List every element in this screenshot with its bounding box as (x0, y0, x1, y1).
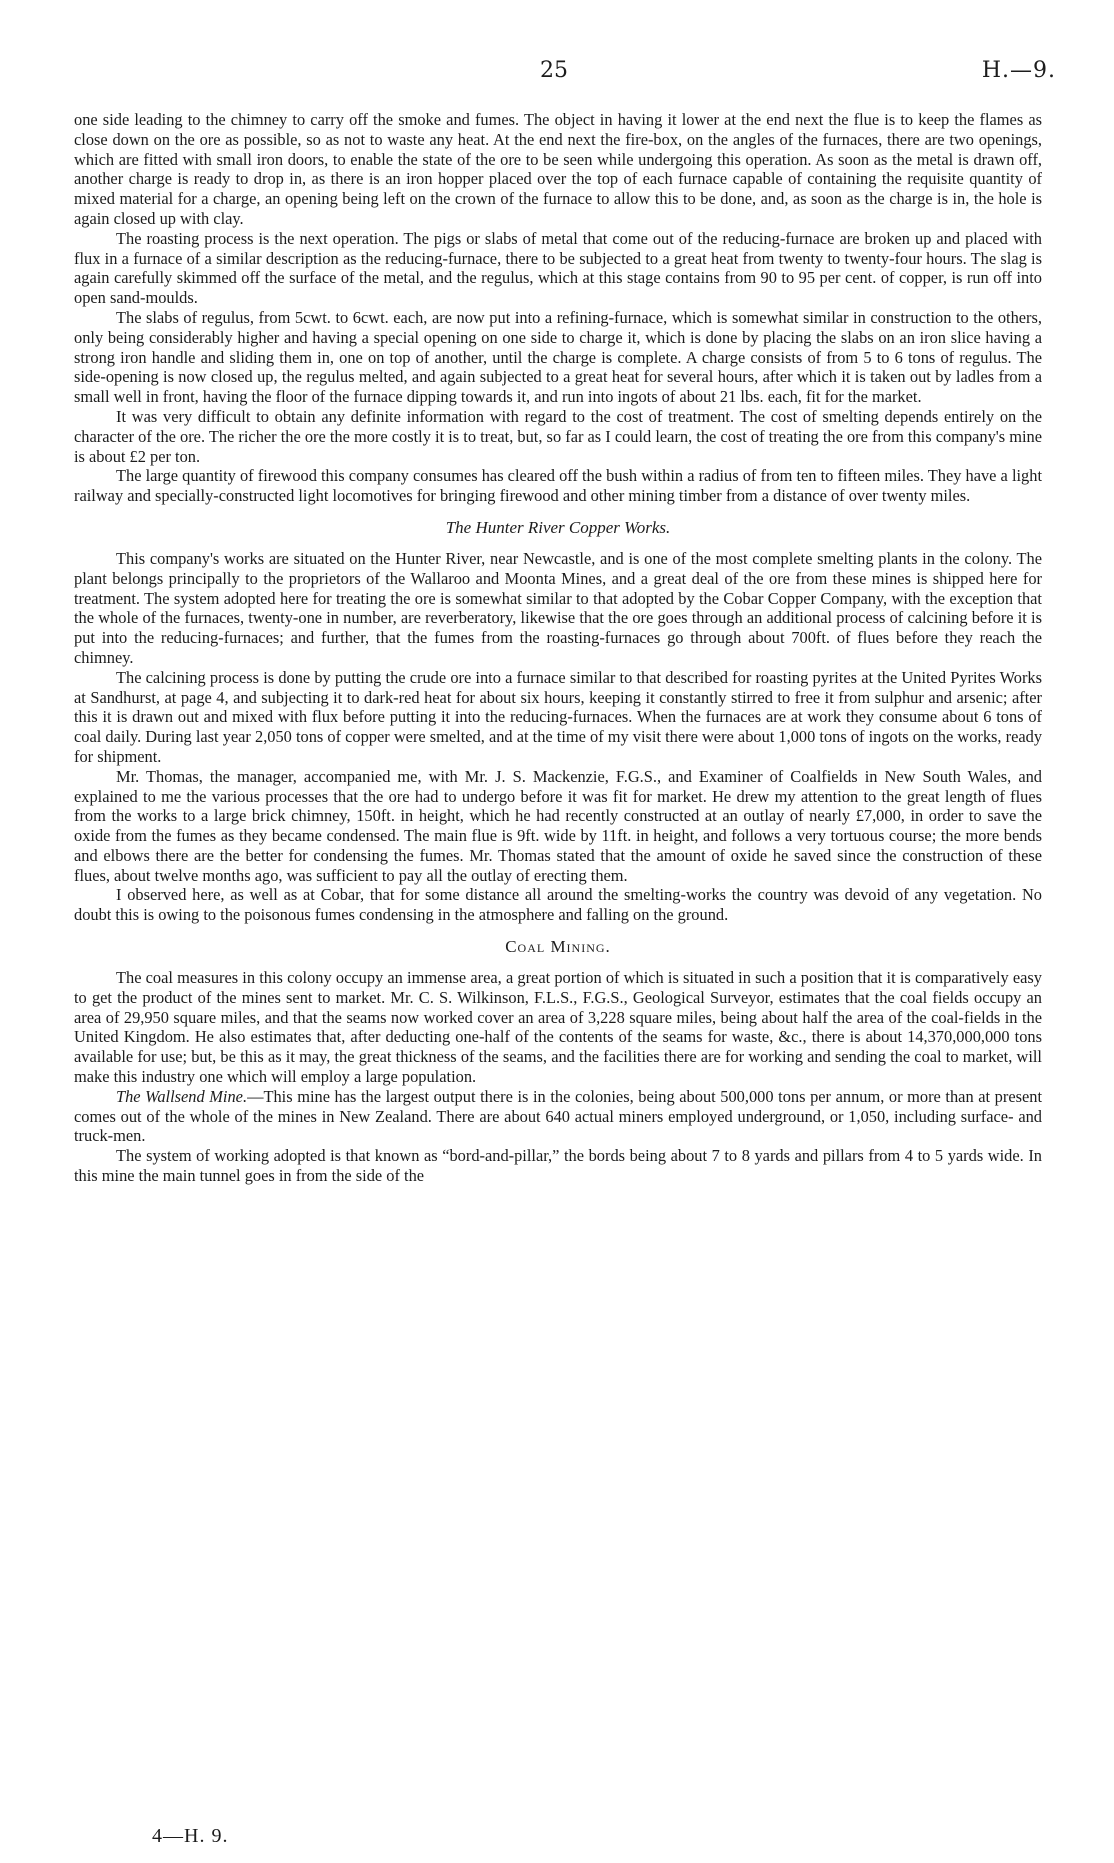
paragraph: I observed here, as well as at Cobar, that for some distance all around the smelting-works the country was devoid of any vegetation. No doubt this is owing to the poisonous fumes condensing in the atmosphere and falling on the ground. (74, 885, 1042, 925)
page-header (0, 58, 1114, 92)
paragraph: The coal measures in this colony occupy an immense area, a great portion of which is situated in such a position that it is comparatively easy to get the product of the mines sent to market. Mr. C. S. Wilkinson, F.L.S., F.G.S., Geological Surveyor, estimates that the coal fields occupy an area of 29,950 square miles, and that the seams now worked cover an area of 3,228 square miles, being about half the area of the coal-fields in the United Kingdom. He also estimates that, after deducting one-half of the contents of the seams for waste, &c., there is about 14,370,000,000 tons available for use; but, be this as it may, the great thickness of the seams, and the facilities there are for working and sending the coal to market, will make this industry one which will employ a large population. (74, 968, 1042, 1087)
page-body (74, 110, 1042, 1186)
paragraph: The slabs of regulus, from 5cwt. to 6cwt. each, are now put into a refining-furnace, which is somewhat similar in construction to the others, only being considerably higher and having a special opening on one side to charge it, which is done by placing the slabs on an iron slice having a strong iron handle and sliding them in, one on top of another, until the charge is complete. A charge consists of from 5 to 6 tons of regulus. The side-opening is now closed up, the regulus melted, and again subjected to a great heat for several hours, after which it is taken out by ladles from a small well in front, having the floor of the furnace dipping towards it, and run into ingots of about 21 lbs. each, fit for the market. (74, 307, 1042, 407)
paragraph: The system of working adopted is that known as “bord-and-pillar,” the bords being about 7 to 8 yards and pillars from 4 to 5 yards wide. In this mine the main tunnel goes in from the side of the (74, 1146, 1042, 1186)
wallsend-text: —This mine has the largest output there is in the colonies, being about 500,000 tons per annum, or more than at present comes out of the whole of the mines in New Zealand. There are about 640 actual miners employed underground, or 1,050, including surface- and truck-men. (74, 1086, 1042, 1146)
wallsend-lead: The Wallsend Mine. (116, 1086, 248, 1106)
paragraph-wallsend (74, 1087, 1042, 1146)
paragraph: The roasting process is the next operation. The pigs or slabs of metal that come out of the reducing-furnace are broken up and placed with flux in a furnace of a similar description as the reducing-furnace, there to be subjected to a great heat from twenty to twenty-four hours. The slag is again carefully skimmed off the surface of the metal, and the regulus, which at this stage contains from 90 to 95 per cent. of copper, is run off into open sand-moulds. (74, 228, 1042, 308)
page-number: 25 (540, 58, 568, 83)
paragraph: The calcining process is done by putting the crude ore into a furnace similar to that described for roasting pyrites at the United Pyrites Works at Sandhurst, at page 4, and subjecting it to dark-red heat for about six hours, keeping it constantly stirred to free it from sulphur and arsenic; after this it is drawn out and mixed with flux before putting it into the reducing-furnaces. When the furnaces are at work they consume about 6 tons of coal daily. During last year 2,050 tons of copper were smelted, and at the time of my visit there were about 1,000 tons of ingots on the works, ready for shipment. (74, 667, 1043, 766)
section-heading-hunter-river: The Hunter River Copper Works. (445, 517, 671, 537)
footer-signature: 4—H. 9. (152, 1825, 229, 1847)
paragraph: one side leading to the chimney to carry off the smoke and fumes. The object in having it lower at the end next the flue is to keep the flames as close down on the ore as possible, so as not to waste any heat. At the end next the fire-box, on the angles of the furnaces, there are two openings, which are fitted with small iron doors, to enable the state of the ore to be seen while undergoing this operation. As soon as the metal is drawn off, another charge is ready to drop in, as there is an iron hopper placed over the top of each furnace capable of containing the requisite quantity of mixed material for a charge, an opening being left on the crown of the furnace to allow this to be done, and, as soon as the charge is in, the hole is again closed up with clay. (74, 110, 1042, 228)
paragraph: It was very difficult to obtain any definite information with regard to the cost of treatment. The cost of smelting depends entirely on the character of the ore. The richer the ore the more costly it is to treat, but, so far as I could learn, the cost of treating the ore from this company's mine is about £2 per ton. (74, 406, 1042, 466)
section-heading-coal-mining: Coal Mining. (505, 937, 611, 957)
paragraph: The large quantity of firewood this company consumes has cleared off the bush within a radius of from ten to fifteen miles. They have a light railway and specially-constructed light locomotives for bringing firewood and other mining timber from a distance of over twenty miles. (74, 466, 1042, 506)
paragraph: This company's works are situated on the Hunter River, near Newcastle, and is one of the most complete smelting plants in the colony. The plant belongs principally to the proprietors of the Wallaroo and Moonta Mines, and a great deal of the ore from these mines is shipped here for treatment. The system adopted here for treating the ore is somewhat similar to that adopted by the Cobar Copper Company, with the exception that the whole of the furnaces, twenty-one in number, are reverberatory, likewise that the ore goes through an additional process of calcining before it is put into the reducing-furnaces; and further, that the fumes from the roasting-furnaces go through about 700ft. of flues before they reach the chimney. (74, 548, 1042, 667)
paragraph: Mr. Thomas, the manager, accompanied me, with Mr. J. S. Mackenzie, F.G.S., and Examiner of Coalfields in New South Wales, and explained to me the various processes that the ore had to undergo before it was fit for market. He drew my attention to the great length of flues from the works to a large brick chimney, 150ft. in height, which he had recently constructed at an outlay of nearly £7,000, in order to save the oxide from the fumes as they became condensed. The main flue is 9ft. wide by 11ft. in height, and follows a very tortuous course; the more bends and elbows there are the better for condensing the fumes. Mr. Thomas stated that the amount of oxide he saved since the construction of these flues, about twelve months ago, was sufficient to pay all the outlay of erecting them. (74, 766, 1042, 885)
document-reference: H.—9. (981, 58, 1056, 83)
